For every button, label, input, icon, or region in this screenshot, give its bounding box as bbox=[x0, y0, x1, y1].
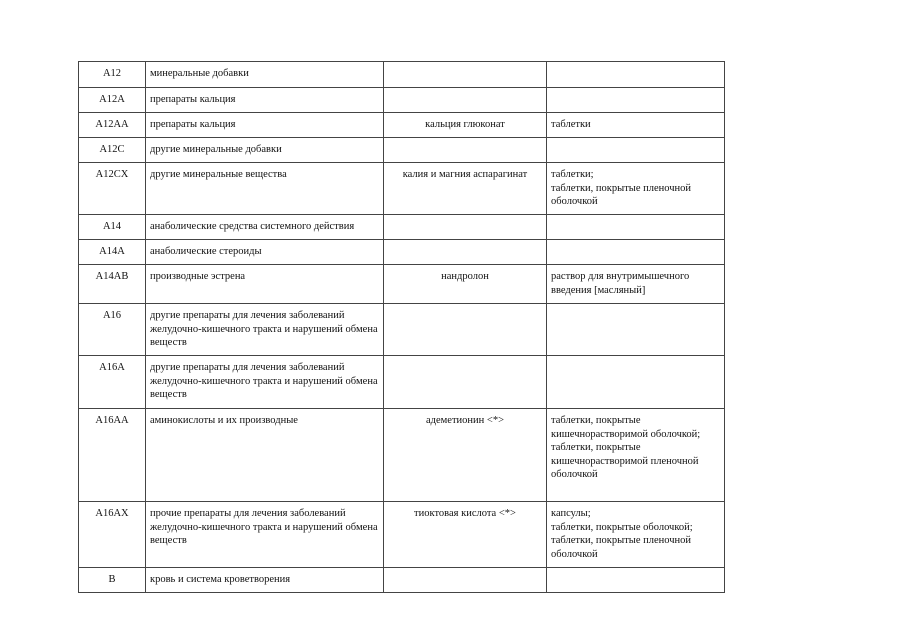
table-row bbox=[79, 502, 725, 568]
dosage-form-cell bbox=[547, 62, 725, 88]
atc-code-cell: B bbox=[79, 568, 146, 593]
group-name-cell: препараты кальция bbox=[146, 113, 384, 138]
drug-name-cell: нандролон bbox=[384, 265, 547, 304]
table-row bbox=[79, 88, 725, 113]
drug-name-cell: адеметионин <*> bbox=[384, 409, 547, 502]
table-row bbox=[79, 356, 725, 409]
dosage-form-cell: таблетки, покрытые кишечнорастворимой оболочкой; таблетки, покрытые кишечнорастворимой пленочной оболочкой bbox=[547, 409, 725, 502]
table-row bbox=[79, 113, 725, 138]
drug-name-cell bbox=[384, 356, 547, 409]
atc-code-cell: A16AX bbox=[79, 502, 146, 568]
atc-code-cell: A12CX bbox=[79, 163, 146, 215]
dosage-form-cell: таблетки; таблетки, покрытые пленочной оболочкой bbox=[547, 163, 725, 215]
group-name-cell: другие минеральные вещества bbox=[146, 163, 384, 215]
table-row bbox=[79, 409, 725, 502]
table-row bbox=[79, 568, 725, 593]
drug-name-cell bbox=[384, 215, 547, 240]
group-name-cell: кровь и система кроветворения bbox=[146, 568, 384, 593]
dosage-form-cell bbox=[547, 215, 725, 240]
drug-name-cell: кальция глюконат bbox=[384, 113, 547, 138]
drug-name-cell bbox=[384, 138, 547, 163]
dosage-form-cell bbox=[547, 88, 725, 113]
group-name-cell: производные эстрена bbox=[146, 265, 384, 304]
atc-code-cell: A12 bbox=[79, 62, 146, 88]
group-name-cell: минеральные добавки bbox=[146, 62, 384, 88]
group-name-cell: аминокислоты и их производные bbox=[146, 409, 384, 502]
dosage-form-cell bbox=[547, 568, 725, 593]
atc-code-cell: A14A bbox=[79, 240, 146, 265]
atc-code-cell: A16A bbox=[79, 356, 146, 409]
table-body bbox=[79, 62, 725, 593]
group-name-cell: препараты кальция bbox=[146, 88, 384, 113]
group-name-cell: прочие препараты для лечения заболеваний желудочно-кишечного тракта и нарушений обмена веществ bbox=[146, 502, 384, 568]
table-row bbox=[79, 240, 725, 265]
drug-name-cell bbox=[384, 240, 547, 265]
atc-code-cell: A14AB bbox=[79, 265, 146, 304]
drug-name-cell bbox=[384, 304, 547, 356]
drug-name-cell bbox=[384, 62, 547, 88]
dosage-form-cell bbox=[547, 138, 725, 163]
dosage-form-cell bbox=[547, 304, 725, 356]
dosage-form-cell bbox=[547, 356, 725, 409]
atc-code-cell: A12C bbox=[79, 138, 146, 163]
atc-code-cell: A12AA bbox=[79, 113, 146, 138]
group-name-cell: другие препараты для лечения заболеваний желудочно-кишечного тракта и нарушений обмена веществ bbox=[146, 356, 384, 409]
table-row bbox=[79, 163, 725, 215]
atc-code-cell: A16 bbox=[79, 304, 146, 356]
table-row bbox=[79, 138, 725, 163]
group-name-cell: другие минеральные добавки bbox=[146, 138, 384, 163]
table-row bbox=[79, 62, 725, 88]
dosage-form-cell bbox=[547, 240, 725, 265]
drug-name-cell bbox=[384, 88, 547, 113]
drug-classification-table bbox=[78, 61, 725, 593]
atc-code-cell: A16AA bbox=[79, 409, 146, 502]
table-row bbox=[79, 304, 725, 356]
dosage-form-cell: таблетки bbox=[547, 113, 725, 138]
atc-code-cell: A14 bbox=[79, 215, 146, 240]
atc-code-cell: A12A bbox=[79, 88, 146, 113]
group-name-cell: другие препараты для лечения заболеваний желудочно-кишечного тракта и нарушений обмена веществ bbox=[146, 304, 384, 356]
drug-name-cell bbox=[384, 568, 547, 593]
table-row bbox=[79, 265, 725, 304]
drug-name-cell: калия и магния аспарагинат bbox=[384, 163, 547, 215]
group-name-cell: анаболические средства системного действия bbox=[146, 215, 384, 240]
dosage-form-cell: капсулы; таблетки, покрытые оболочкой; таблетки, покрытые пленочной оболочкой bbox=[547, 502, 725, 568]
table-row bbox=[79, 215, 725, 240]
dosage-form-cell: раствор для внутримышечного введения [масляный] bbox=[547, 265, 725, 304]
drug-name-cell: тиоктовая кислота <*> bbox=[384, 502, 547, 568]
group-name-cell: анаболические стероиды bbox=[146, 240, 384, 265]
